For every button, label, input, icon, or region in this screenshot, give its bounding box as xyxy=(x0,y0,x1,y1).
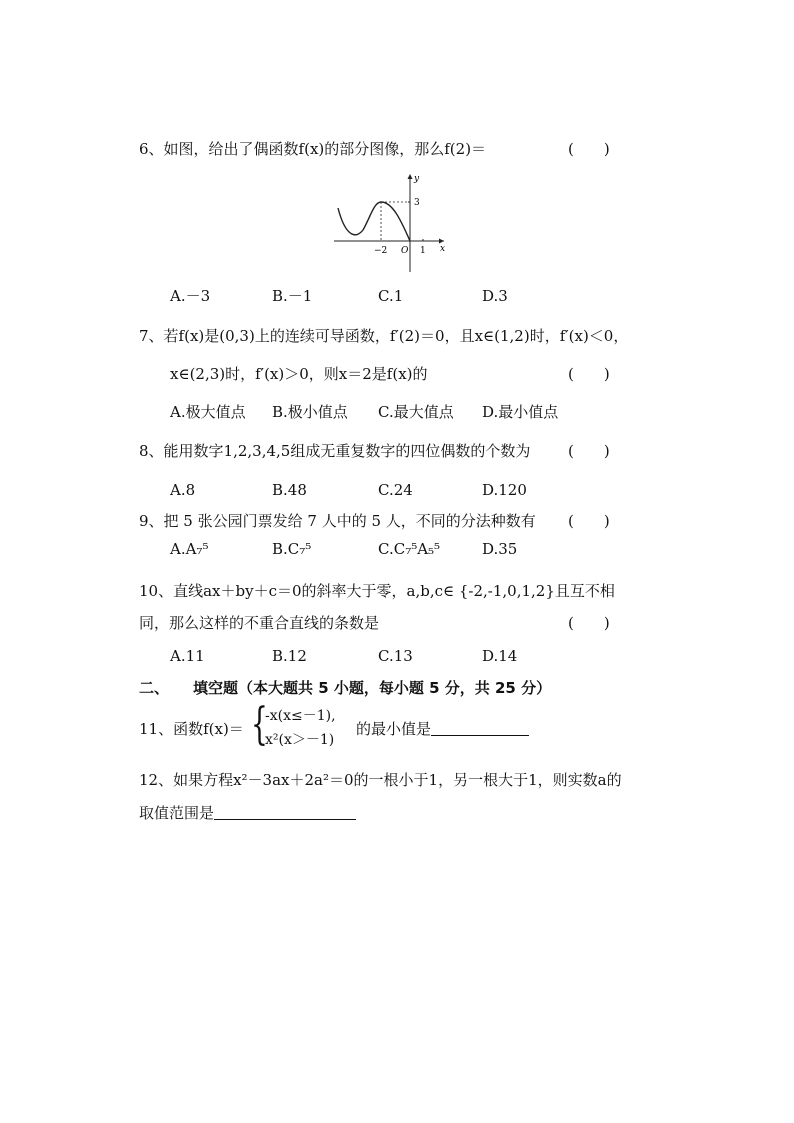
q7-option-a[interactable]: A.极大值点 xyxy=(170,403,246,421)
q10-line2: 同，那么这样的不重合直线的条数是 xyxy=(139,614,380,632)
q11-prefix: 11、函数f(x)＝ xyxy=(139,720,244,738)
q7-answer-paren[interactable]: ( ) xyxy=(568,365,610,383)
q9-text: 9、把 5 张公园门票发给 7 人中的 5 人，不同的分法种数有 xyxy=(139,512,536,530)
q8-text: 8、能用数字1,2,3,4,5组成无重复数字的四位偶数的个数为 xyxy=(139,442,531,460)
q6-text: 6、如图，给出了偶函数f(x)的部分图像，那么f(2)＝ xyxy=(139,140,487,158)
q6-option-b[interactable]: B.－1 xyxy=(272,287,313,305)
q8-option-a[interactable]: A.8 xyxy=(170,481,196,499)
q7-line2: x∈(2,3)时，f′(x)＞0，则x＝2是f(x)的 xyxy=(170,365,428,383)
q6-graph-x-label: x xyxy=(440,244,446,254)
q6-option-d[interactable]: D.3 xyxy=(482,287,508,305)
q6-graph-tick-3: 3 xyxy=(414,198,420,208)
q10-option-a[interactable]: A.11 xyxy=(170,647,205,665)
q11-brace: { xyxy=(251,699,268,750)
q10-answer-paren[interactable]: ( ) xyxy=(568,614,610,632)
q6-answer-paren[interactable]: ( ) xyxy=(568,140,610,158)
q9-option-c[interactable]: C.C₇⁵A₅⁵ xyxy=(378,540,441,558)
q11-suffix xyxy=(356,719,529,739)
q11-suffix-text: 的最小值是 xyxy=(356,720,432,738)
q8-option-c[interactable]: C.24 xyxy=(378,481,413,499)
q6-option-a[interactable]: A.－3 xyxy=(170,287,211,305)
q12-line2 xyxy=(139,803,356,823)
q7-option-b[interactable]: B.极小值点 xyxy=(272,403,348,421)
q11-case1: -x(x≤－1), xyxy=(265,708,336,724)
q9-option-d[interactable]: D.35 xyxy=(482,540,518,558)
section2-title: 填空题（本大题共 5 小题，每小题 5 分，共 25 分） xyxy=(193,679,552,697)
q8-option-b[interactable]: B.48 xyxy=(272,481,307,499)
q7-option-c[interactable]: C.最大值点 xyxy=(378,403,454,421)
q10-option-d[interactable]: D.14 xyxy=(482,647,518,665)
q12-line2-text: 取值范围是 xyxy=(139,804,215,822)
section2-number: 二、 xyxy=(139,679,170,697)
q6-graph-tick-neg2: −2 xyxy=(374,246,388,256)
q12-answer-blank[interactable] xyxy=(214,805,356,820)
q6-graph xyxy=(330,170,450,275)
q6-option-c[interactable]: C.1 xyxy=(378,287,404,305)
q6-graph-origin: O xyxy=(401,246,409,256)
q11-answer-blank[interactable] xyxy=(431,721,529,736)
q9-answer-paren[interactable]: ( ) xyxy=(568,512,610,530)
q6-graph-tick-1: 1 xyxy=(420,246,426,256)
q8-answer-paren[interactable]: ( ) xyxy=(568,442,610,460)
q8-option-d[interactable]: D.120 xyxy=(482,481,527,499)
q10-line1: 10、直线ax＋by＋c＝0的斜率大于零，a,b,c∈ {-2,-1,0,1,2}且互不相 xyxy=(139,582,615,600)
q9-option-a[interactable]: A.A₇⁵ xyxy=(170,540,209,558)
q10-option-b[interactable]: B.12 xyxy=(272,647,307,665)
q6-graph-y-label: y xyxy=(414,174,420,184)
q7-option-d[interactable]: D.最小值点 xyxy=(482,403,559,421)
q11-case2: x²(x＞－1) xyxy=(265,732,335,748)
q9-option-b[interactable]: B.C₇⁵ xyxy=(272,540,312,558)
q7-line1: 7、若f(x)是(0,3)上的连续可导函数，f′(2)＝0，且x∈(1,2)时，f′(x)＜0， xyxy=(139,327,629,345)
q12-line1: 12、如果方程x²－3ax＋2a²＝0的一根小于1，另一根大于1，则实数a的 xyxy=(139,771,622,789)
q10-option-c[interactable]: C.13 xyxy=(378,647,413,665)
